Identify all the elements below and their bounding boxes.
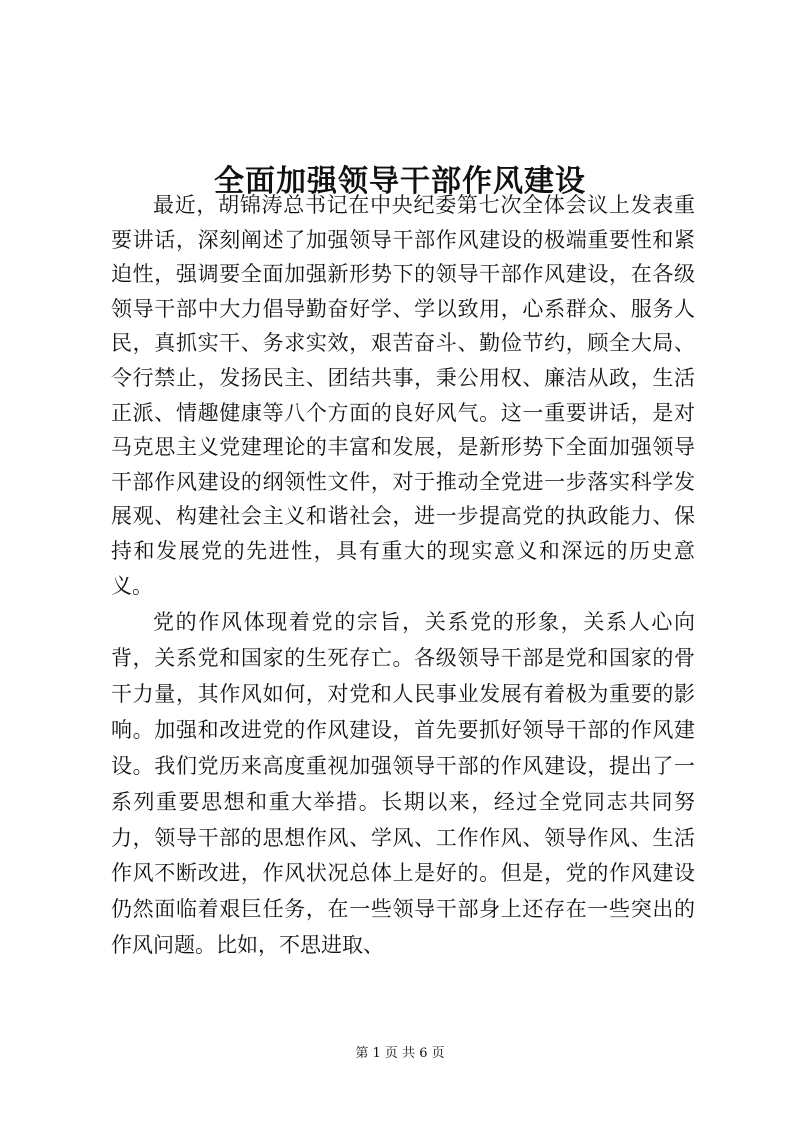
document-title: 全面加强领导干部作风建设 <box>214 164 586 200</box>
paragraph-2: 党的作风体现着党的宗旨，关系党的形象，关系人心向背，关系党和国家的生死存亡。各级领导干部是党和国家的骨干力量，其作风如何，对党和人民事业发展有着极为重要的影响。加强和改进党的作风建设，首先要抓好领导干部的作风建设。我们党历来高度重视加强领导干部的作风建设，提出了一系列重要思想和重大举措。长期以来，经过全党同志共同努力，领导干部的思想作风、学风、工作作风、领导作风、生活作风不断改进，作风状况总体上是好的。但是，党的作风建设仍然面临着艰巨任务，在一些领导干部身上还存在一些突出的作风问题。比如，不思进取、 <box>111 610 695 958</box>
page-footer <box>0 1044 800 1064</box>
paragraph-1: 最近，胡锦涛总书记在中央纪委第七次全体会议上发表重要讲话，深刻阐述了加强领导干部作风建设的极端重要性和紧迫性，强调要全面加强新形势下的领导干部作风建设，在各级领导干部中大力倡导勤奋好学、学以致用，心系群众、服务人民，真抓实干、务求实效，艰苦奋斗、勤俭节约，顾全大局、令行禁止，发扬民主、团结共事，秉公用权、廉洁从政，生活正派、情趣健康等八个方面的良好风气。这一重要讲话，是对马克思主义党建理论的丰富和发展，是新形势下全面加强领导干部作风建设的纲领性文件，对于推动全党进一步落实科学发展观、构建社会主义和谐社会，进一步提高党的执政能力、保持和发展党的先进性，具有重大的现实意义和深远的历史意义。 <box>111 193 695 598</box>
document-body <box>111 188 695 964</box>
page-number: 第 1 页 共 6 页 <box>355 1046 445 1061</box>
